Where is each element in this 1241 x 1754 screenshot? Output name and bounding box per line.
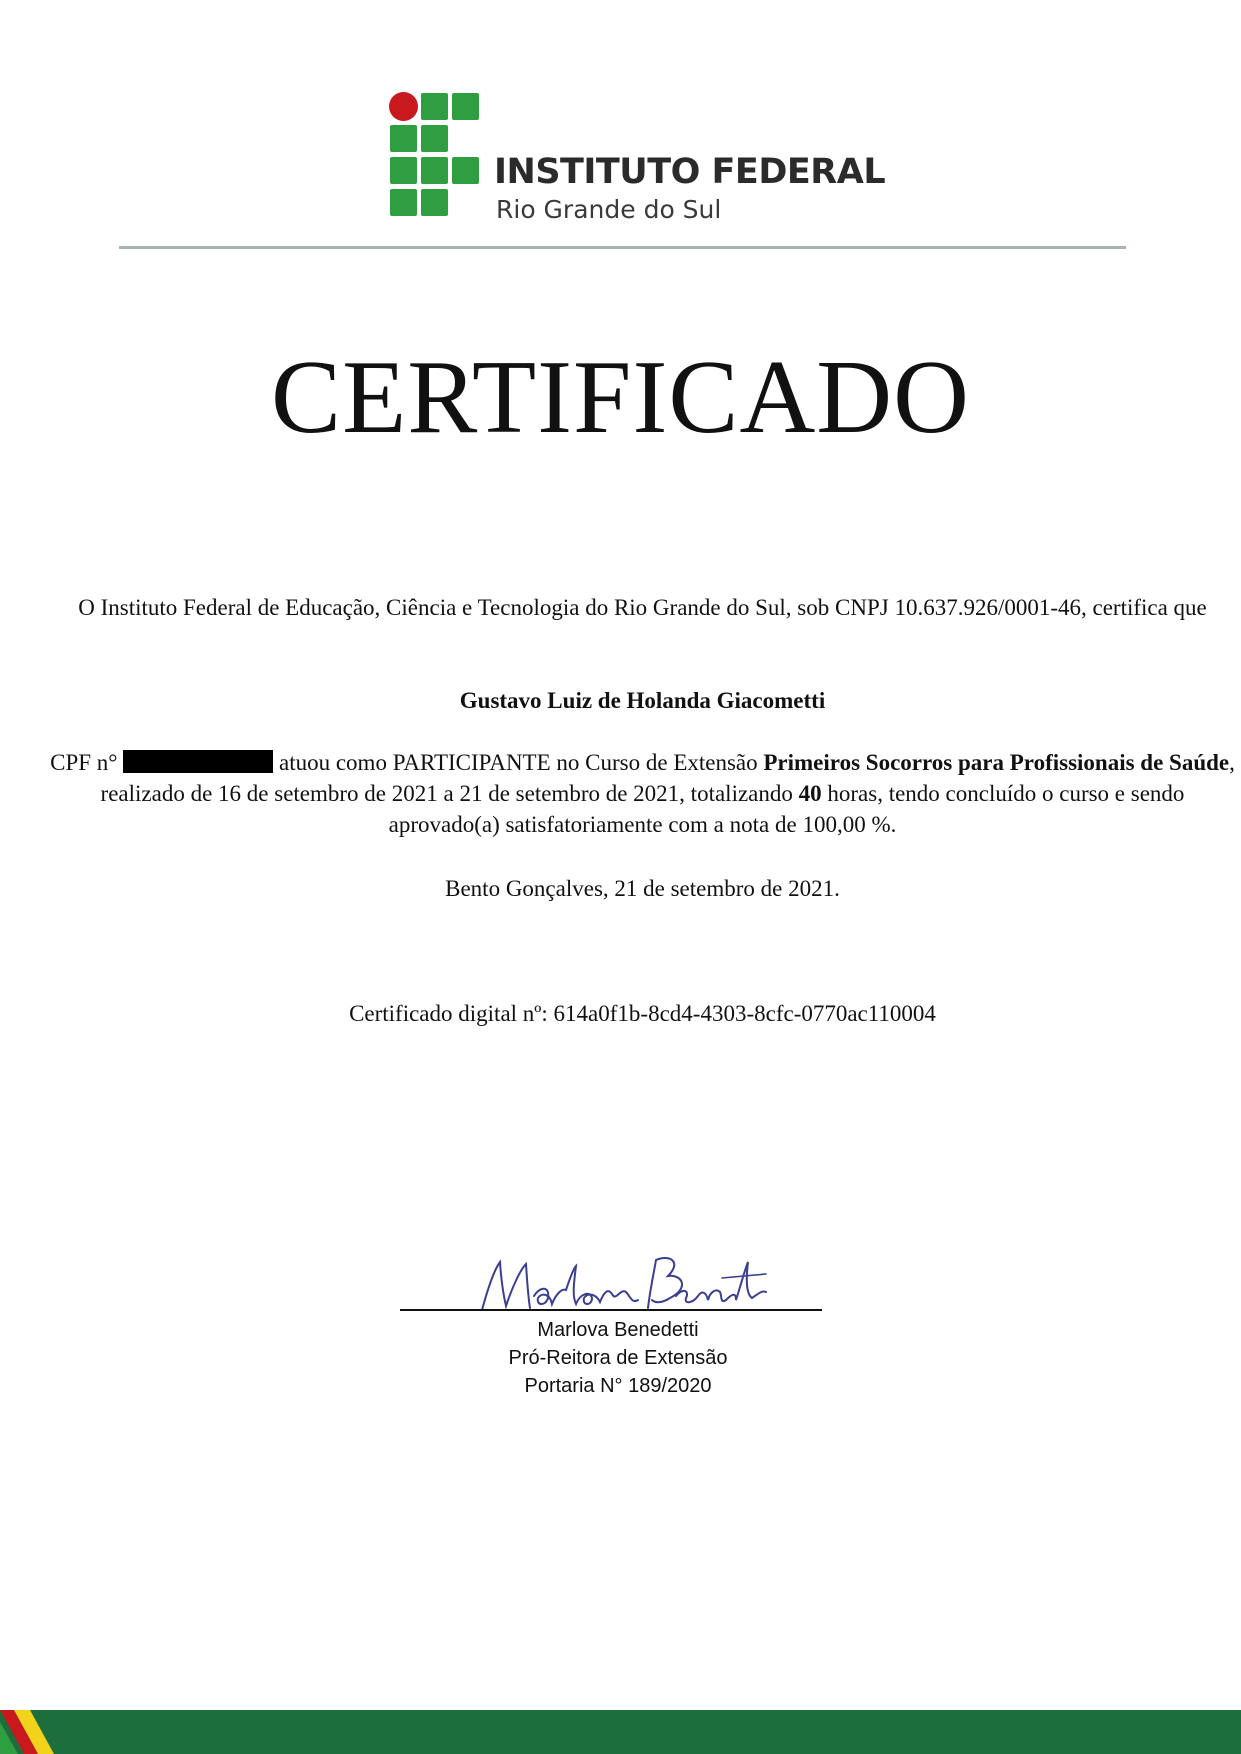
signer-ordinance: Portaria N° 189/2020 [524, 1375, 712, 1397]
role-text: atuou como PARTICIPANTE no Curso de Extensão [279, 750, 758, 775]
period-text: , realizado de 16 de setembro de 2021 a 21 de setembro de 2021, totalizando [100, 750, 1235, 806]
signature-line [400, 1309, 822, 1311]
certificate-title: CERTIFICADO [271, 338, 970, 455]
institution-logo [389, 92, 886, 232]
logo-mark-icon [389, 92, 481, 228]
participation-paragraph [50, 747, 1235, 840]
signer-role: Pró-Reitora de Extensão [508, 1347, 728, 1369]
header-divider [119, 246, 1126, 249]
institution-subtitle: Rio Grande do Sul [496, 195, 722, 224]
signer-name: Marlova Benedetti [537, 1319, 699, 1341]
footer-flag-stripes-icon [0, 1710, 70, 1754]
completion-text: horas, tendo concluído o curso e sendo aprovado(a) satisfatoriamente com a nota de 100,00 %. [388, 781, 1185, 837]
handwritten-signature [470, 1248, 770, 1318]
course-name: Primeiros Socorros para Profissionais de Saúde [763, 750, 1230, 775]
digital-certificate-number: Certificado digital nº: 614a0f1b-8cd4-4303-8cfc-0770ac110004 [349, 1001, 936, 1026]
recipient-name: Gustavo Luiz de Holanda Giacometti [459, 688, 826, 713]
cpf-label: CPF n° [50, 750, 118, 775]
institution-name: INSTITUTO FEDERAL [494, 152, 886, 192]
signer-block [400, 1316, 836, 1400]
intro-paragraph: O Instituto Federal de Educação, Ciência e Tecnologia do Rio Grande do Sul, sob CNPJ 10.637.926/0001-46, certifica que [78, 595, 1207, 620]
place-and-date: Bento Gonçalves, 21 de setembro de 2021. [445, 876, 840, 901]
course-hours: 40 [798, 781, 822, 806]
redacted-cpf [123, 750, 273, 773]
footer-bar [0, 1710, 1241, 1754]
